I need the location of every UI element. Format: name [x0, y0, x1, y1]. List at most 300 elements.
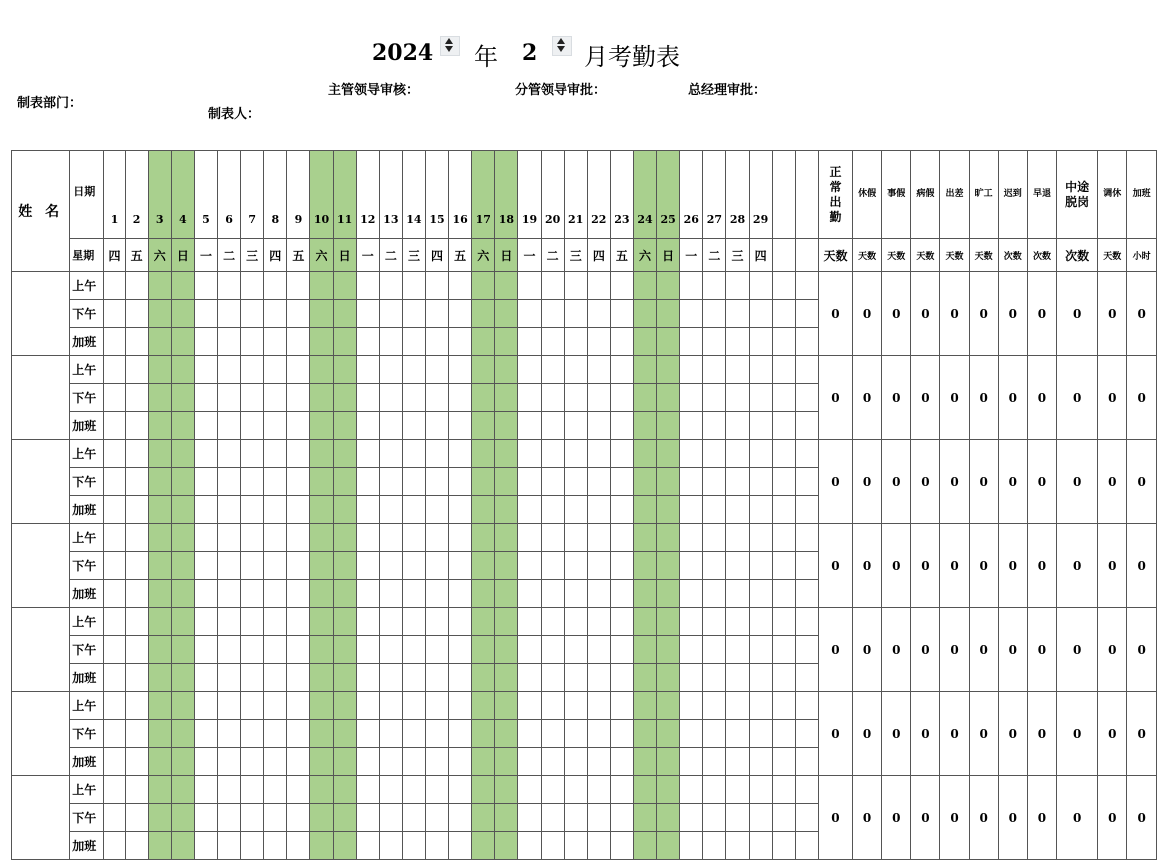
attendance-cell[interactable]: [356, 356, 379, 384]
attendance-cell[interactable]: [495, 804, 518, 832]
attendance-cell[interactable]: [657, 664, 680, 692]
attendance-cell[interactable]: [426, 608, 449, 636]
attendance-cell[interactable]: [241, 440, 264, 468]
employee-name-cell[interactable]: [12, 272, 70, 356]
attendance-cell[interactable]: [680, 692, 703, 720]
attendance-cell[interactable]: [125, 328, 148, 356]
attendance-cell[interactable]: [495, 440, 518, 468]
attendance-cell[interactable]: [125, 776, 148, 804]
attendance-cell[interactable]: [680, 524, 703, 552]
attendance-cell[interactable]: [148, 440, 171, 468]
attendance-cell[interactable]: [657, 412, 680, 440]
attendance-cell[interactable]: [726, 720, 749, 748]
attendance-cell[interactable]: [241, 692, 264, 720]
attendance-cell[interactable]: [518, 608, 541, 636]
attendance-cell[interactable]: [310, 524, 333, 552]
attendance-cell[interactable]: [587, 300, 610, 328]
attendance-cell[interactable]: [449, 468, 472, 496]
attendance-cell[interactable]: [495, 636, 518, 664]
attendance-cell[interactable]: [104, 496, 125, 524]
attendance-cell[interactable]: [356, 608, 379, 636]
attendance-cell[interactable]: [356, 776, 379, 804]
attendance-cell[interactable]: [402, 664, 425, 692]
attendance-cell[interactable]: [449, 720, 472, 748]
attendance-cell[interactable]: [610, 552, 633, 580]
attendance-cell[interactable]: [610, 832, 633, 860]
attendance-cell[interactable]: [402, 300, 425, 328]
attendance-cell[interactable]: [287, 608, 310, 636]
attendance-cell[interactable]: [310, 832, 333, 860]
attendance-cell[interactable]: [125, 412, 148, 440]
attendance-cell[interactable]: [472, 272, 495, 300]
attendance-cell[interactable]: [657, 804, 680, 832]
attendance-cell[interactable]: [657, 468, 680, 496]
attendance-cell[interactable]: [104, 664, 125, 692]
attendance-cell[interactable]: [633, 636, 656, 664]
attendance-cell[interactable]: [518, 552, 541, 580]
attendance-cell[interactable]: [703, 552, 726, 580]
attendance-cell[interactable]: [726, 552, 749, 580]
attendance-cell[interactable]: [726, 832, 749, 860]
attendance-cell[interactable]: [287, 496, 310, 524]
attendance-cell[interactable]: [287, 776, 310, 804]
attendance-cell[interactable]: [449, 776, 472, 804]
attendance-cell[interactable]: [633, 356, 656, 384]
attendance-cell[interactable]: [171, 664, 194, 692]
attendance-cell[interactable]: [333, 552, 356, 580]
attendance-cell[interactable]: [125, 636, 148, 664]
attendance-cell[interactable]: [472, 440, 495, 468]
attendance-cell[interactable]: [472, 496, 495, 524]
attendance-cell[interactable]: [449, 356, 472, 384]
attendance-cell[interactable]: [564, 776, 587, 804]
attendance-cell[interactable]: [264, 720, 287, 748]
attendance-cell[interactable]: [633, 412, 656, 440]
attendance-cell[interactable]: [610, 748, 633, 776]
attendance-cell[interactable]: [148, 328, 171, 356]
attendance-cell[interactable]: [472, 552, 495, 580]
attendance-cell[interactable]: [518, 300, 541, 328]
attendance-cell[interactable]: [379, 412, 402, 440]
attendance-cell[interactable]: [564, 272, 587, 300]
attendance-cell[interactable]: [703, 804, 726, 832]
attendance-cell[interactable]: [495, 412, 518, 440]
year-spinner-icon[interactable]: [440, 36, 460, 56]
attendance-cell[interactable]: [241, 468, 264, 496]
attendance-cell[interactable]: [241, 328, 264, 356]
attendance-cell[interactable]: [795, 804, 818, 832]
attendance-cell[interactable]: [795, 384, 818, 412]
attendance-cell[interactable]: [749, 440, 772, 468]
attendance-cell[interactable]: [356, 300, 379, 328]
attendance-cell[interactable]: [449, 636, 472, 664]
attendance-cell[interactable]: [218, 440, 241, 468]
attendance-cell[interactable]: [587, 272, 610, 300]
attendance-cell[interactable]: [148, 580, 171, 608]
attendance-cell[interactable]: [194, 552, 217, 580]
attendance-cell[interactable]: [104, 356, 125, 384]
attendance-cell[interactable]: [356, 636, 379, 664]
attendance-cell[interactable]: [333, 384, 356, 412]
attendance-cell[interactable]: [402, 384, 425, 412]
attendance-cell[interactable]: [218, 412, 241, 440]
attendance-cell[interactable]: [241, 384, 264, 412]
attendance-cell[interactable]: [194, 748, 217, 776]
attendance-cell[interactable]: [104, 692, 125, 720]
attendance-cell[interactable]: [104, 832, 125, 860]
attendance-cell[interactable]: [657, 524, 680, 552]
attendance-cell[interactable]: [104, 300, 125, 328]
attendance-cell[interactable]: [472, 608, 495, 636]
attendance-cell[interactable]: [379, 664, 402, 692]
attendance-cell[interactable]: [264, 524, 287, 552]
attendance-cell[interactable]: [726, 692, 749, 720]
attendance-cell[interactable]: [449, 804, 472, 832]
attendance-cell[interactable]: [564, 300, 587, 328]
attendance-cell[interactable]: [703, 468, 726, 496]
attendance-cell[interactable]: [703, 356, 726, 384]
attendance-cell[interactable]: [703, 272, 726, 300]
attendance-cell[interactable]: [148, 412, 171, 440]
attendance-cell[interactable]: [356, 804, 379, 832]
attendance-cell[interactable]: [194, 608, 217, 636]
attendance-cell[interactable]: [587, 524, 610, 552]
attendance-cell[interactable]: [379, 636, 402, 664]
attendance-cell[interactable]: [426, 804, 449, 832]
attendance-cell[interactable]: [726, 636, 749, 664]
attendance-cell[interactable]: [449, 832, 472, 860]
attendance-cell[interactable]: [402, 832, 425, 860]
attendance-cell[interactable]: [495, 468, 518, 496]
attendance-cell[interactable]: [426, 776, 449, 804]
attendance-cell[interactable]: [657, 608, 680, 636]
attendance-cell[interactable]: [587, 776, 610, 804]
attendance-cell[interactable]: [795, 272, 818, 300]
attendance-cell[interactable]: [171, 580, 194, 608]
attendance-cell[interactable]: [356, 328, 379, 356]
attendance-cell[interactable]: [518, 776, 541, 804]
attendance-cell[interactable]: [495, 720, 518, 748]
attendance-cell[interactable]: [264, 832, 287, 860]
attendance-cell[interactable]: [379, 496, 402, 524]
attendance-cell[interactable]: [749, 748, 772, 776]
attendance-cell[interactable]: [610, 440, 633, 468]
attendance-cell[interactable]: [171, 636, 194, 664]
attendance-cell[interactable]: [518, 664, 541, 692]
attendance-cell[interactable]: [726, 356, 749, 384]
attendance-cell[interactable]: [518, 720, 541, 748]
attendance-cell[interactable]: [426, 412, 449, 440]
attendance-cell[interactable]: [564, 664, 587, 692]
attendance-cell[interactable]: [241, 720, 264, 748]
attendance-cell[interactable]: [402, 496, 425, 524]
attendance-cell[interactable]: [749, 272, 772, 300]
attendance-cell[interactable]: [125, 692, 148, 720]
attendance-cell[interactable]: [680, 832, 703, 860]
attendance-cell[interactable]: [795, 552, 818, 580]
attendance-cell[interactable]: [518, 356, 541, 384]
attendance-cell[interactable]: [703, 384, 726, 412]
attendance-cell[interactable]: [726, 776, 749, 804]
attendance-cell[interactable]: [379, 552, 402, 580]
attendance-cell[interactable]: [402, 748, 425, 776]
attendance-cell[interactable]: [657, 692, 680, 720]
attendance-cell[interactable]: [610, 300, 633, 328]
attendance-cell[interactable]: [795, 356, 818, 384]
attendance-cell[interactable]: [749, 468, 772, 496]
attendance-cell[interactable]: [449, 272, 472, 300]
attendance-cell[interactable]: [310, 748, 333, 776]
attendance-cell[interactable]: [333, 328, 356, 356]
attendance-cell[interactable]: [772, 720, 795, 748]
attendance-cell[interactable]: [680, 804, 703, 832]
attendance-cell[interactable]: [125, 748, 148, 776]
attendance-cell[interactable]: [541, 580, 564, 608]
attendance-cell[interactable]: [171, 524, 194, 552]
attendance-cell[interactable]: [703, 580, 726, 608]
attendance-cell[interactable]: [171, 356, 194, 384]
attendance-cell[interactable]: [426, 664, 449, 692]
attendance-cell[interactable]: [402, 440, 425, 468]
attendance-cell[interactable]: [564, 356, 587, 384]
attendance-cell[interactable]: [495, 664, 518, 692]
attendance-cell[interactable]: [564, 440, 587, 468]
attendance-cell[interactable]: [564, 496, 587, 524]
attendance-cell[interactable]: [472, 468, 495, 496]
attendance-cell[interactable]: [264, 636, 287, 664]
attendance-cell[interactable]: [726, 328, 749, 356]
attendance-cell[interactable]: [148, 552, 171, 580]
attendance-cell[interactable]: [218, 804, 241, 832]
attendance-cell[interactable]: [610, 328, 633, 356]
attendance-cell[interactable]: [449, 440, 472, 468]
attendance-cell[interactable]: [310, 776, 333, 804]
attendance-cell[interactable]: [541, 468, 564, 496]
attendance-cell[interactable]: [333, 664, 356, 692]
attendance-cell[interactable]: [125, 608, 148, 636]
attendance-cell[interactable]: [241, 636, 264, 664]
attendance-cell[interactable]: [426, 552, 449, 580]
attendance-cell[interactable]: [472, 804, 495, 832]
attendance-cell[interactable]: [310, 272, 333, 300]
attendance-cell[interactable]: [287, 804, 310, 832]
attendance-cell[interactable]: [379, 440, 402, 468]
attendance-cell[interactable]: [287, 832, 310, 860]
attendance-cell[interactable]: [518, 832, 541, 860]
attendance-cell[interactable]: [703, 832, 726, 860]
attendance-cell[interactable]: [541, 636, 564, 664]
attendance-cell[interactable]: [241, 804, 264, 832]
attendance-cell[interactable]: [703, 664, 726, 692]
attendance-cell[interactable]: [356, 524, 379, 552]
attendance-cell[interactable]: [633, 580, 656, 608]
attendance-cell[interactable]: [541, 328, 564, 356]
attendance-cell[interactable]: [610, 580, 633, 608]
attendance-cell[interactable]: [310, 496, 333, 524]
attendance-cell[interactable]: [379, 832, 402, 860]
attendance-cell[interactable]: [610, 496, 633, 524]
attendance-cell[interactable]: [264, 692, 287, 720]
attendance-cell[interactable]: [633, 804, 656, 832]
attendance-cell[interactable]: [333, 496, 356, 524]
attendance-cell[interactable]: [541, 692, 564, 720]
attendance-cell[interactable]: [356, 832, 379, 860]
attendance-cell[interactable]: [610, 720, 633, 748]
attendance-cell[interactable]: [795, 636, 818, 664]
attendance-cell[interactable]: [633, 440, 656, 468]
attendance-cell[interactable]: [518, 580, 541, 608]
attendance-cell[interactable]: [633, 328, 656, 356]
attendance-cell[interactable]: [495, 272, 518, 300]
attendance-cell[interactable]: [426, 356, 449, 384]
attendance-cell[interactable]: [703, 496, 726, 524]
attendance-cell[interactable]: [610, 636, 633, 664]
attendance-cell[interactable]: [449, 524, 472, 552]
employee-name-cell[interactable]: [12, 776, 70, 860]
attendance-cell[interactable]: [749, 384, 772, 412]
attendance-cell[interactable]: [287, 440, 310, 468]
attendance-cell[interactable]: [610, 356, 633, 384]
attendance-cell[interactable]: [749, 804, 772, 832]
attendance-cell[interactable]: [333, 356, 356, 384]
attendance-cell[interactable]: [795, 412, 818, 440]
attendance-cell[interactable]: [125, 272, 148, 300]
attendance-cell[interactable]: [379, 748, 402, 776]
attendance-cell[interactable]: [541, 664, 564, 692]
attendance-cell[interactable]: [772, 692, 795, 720]
attendance-cell[interactable]: [472, 832, 495, 860]
attendance-cell[interactable]: [564, 552, 587, 580]
attendance-cell[interactable]: [610, 412, 633, 440]
attendance-cell[interactable]: [680, 664, 703, 692]
attendance-cell[interactable]: [564, 524, 587, 552]
attendance-cell[interactable]: [495, 496, 518, 524]
attendance-cell[interactable]: [795, 776, 818, 804]
attendance-cell[interactable]: [241, 580, 264, 608]
attendance-cell[interactable]: [241, 356, 264, 384]
attendance-cell[interactable]: [287, 272, 310, 300]
attendance-cell[interactable]: [726, 608, 749, 636]
attendance-cell[interactable]: [495, 832, 518, 860]
attendance-cell[interactable]: [657, 552, 680, 580]
attendance-cell[interactable]: [171, 748, 194, 776]
attendance-cell[interactable]: [194, 720, 217, 748]
attendance-cell[interactable]: [241, 776, 264, 804]
attendance-cell[interactable]: [125, 524, 148, 552]
attendance-cell[interactable]: [772, 804, 795, 832]
attendance-cell[interactable]: [194, 496, 217, 524]
attendance-cell[interactable]: [541, 776, 564, 804]
attendance-cell[interactable]: [218, 328, 241, 356]
attendance-cell[interactable]: [657, 776, 680, 804]
attendance-cell[interactable]: [287, 468, 310, 496]
attendance-cell[interactable]: [171, 804, 194, 832]
attendance-cell[interactable]: [356, 440, 379, 468]
attendance-cell[interactable]: [218, 608, 241, 636]
attendance-cell[interactable]: [148, 272, 171, 300]
attendance-cell[interactable]: [310, 580, 333, 608]
attendance-cell[interactable]: [218, 720, 241, 748]
attendance-cell[interactable]: [356, 468, 379, 496]
attendance-cell[interactable]: [772, 440, 795, 468]
attendance-cell[interactable]: [125, 664, 148, 692]
attendance-cell[interactable]: [426, 692, 449, 720]
attendance-cell[interactable]: [426, 720, 449, 748]
attendance-cell[interactable]: [125, 300, 148, 328]
attendance-cell[interactable]: [241, 552, 264, 580]
attendance-cell[interactable]: [703, 300, 726, 328]
attendance-cell[interactable]: [218, 496, 241, 524]
attendance-cell[interactable]: [657, 328, 680, 356]
attendance-cell[interactable]: [726, 468, 749, 496]
attendance-cell[interactable]: [795, 468, 818, 496]
attendance-cell[interactable]: [426, 440, 449, 468]
attendance-cell[interactable]: [171, 692, 194, 720]
attendance-cell[interactable]: [310, 412, 333, 440]
attendance-cell[interactable]: [610, 384, 633, 412]
attendance-cell[interactable]: [749, 664, 772, 692]
attendance-cell[interactable]: [449, 552, 472, 580]
attendance-cell[interactable]: [402, 356, 425, 384]
attendance-cell[interactable]: [194, 832, 217, 860]
attendance-cell[interactable]: [426, 496, 449, 524]
attendance-cell[interactable]: [264, 580, 287, 608]
attendance-cell[interactable]: [171, 384, 194, 412]
attendance-cell[interactable]: [402, 272, 425, 300]
attendance-cell[interactable]: [333, 608, 356, 636]
attendance-cell[interactable]: [703, 720, 726, 748]
attendance-cell[interactable]: [379, 692, 402, 720]
attendance-cell[interactable]: [657, 832, 680, 860]
attendance-cell[interactable]: [356, 720, 379, 748]
attendance-cell[interactable]: [749, 496, 772, 524]
attendance-cell[interactable]: [749, 552, 772, 580]
attendance-cell[interactable]: [795, 440, 818, 468]
attendance-cell[interactable]: [218, 580, 241, 608]
attendance-cell[interactable]: [241, 496, 264, 524]
attendance-cell[interactable]: [264, 300, 287, 328]
attendance-cell[interactable]: [495, 608, 518, 636]
attendance-cell[interactable]: [495, 384, 518, 412]
attendance-cell[interactable]: [541, 300, 564, 328]
attendance-cell[interactable]: [541, 832, 564, 860]
attendance-cell[interactable]: [218, 832, 241, 860]
attendance-cell[interactable]: [472, 692, 495, 720]
attendance-cell[interactable]: [495, 692, 518, 720]
attendance-cell[interactable]: [495, 748, 518, 776]
attendance-cell[interactable]: [772, 356, 795, 384]
attendance-cell[interactable]: [402, 776, 425, 804]
attendance-cell[interactable]: [680, 720, 703, 748]
attendance-cell[interactable]: [449, 300, 472, 328]
attendance-cell[interactable]: [104, 580, 125, 608]
attendance-cell[interactable]: [449, 664, 472, 692]
attendance-cell[interactable]: [703, 524, 726, 552]
attendance-cell[interactable]: [495, 300, 518, 328]
attendance-cell[interactable]: [356, 272, 379, 300]
attendance-cell[interactable]: [218, 636, 241, 664]
attendance-cell[interactable]: [680, 356, 703, 384]
attendance-cell[interactable]: [287, 412, 310, 440]
attendance-cell[interactable]: [104, 328, 125, 356]
attendance-cell[interactable]: [241, 300, 264, 328]
attendance-cell[interactable]: [194, 384, 217, 412]
attendance-cell[interactable]: [356, 692, 379, 720]
attendance-cell[interactable]: [633, 524, 656, 552]
attendance-cell[interactable]: [657, 720, 680, 748]
attendance-cell[interactable]: [772, 524, 795, 552]
attendance-cell[interactable]: [749, 328, 772, 356]
